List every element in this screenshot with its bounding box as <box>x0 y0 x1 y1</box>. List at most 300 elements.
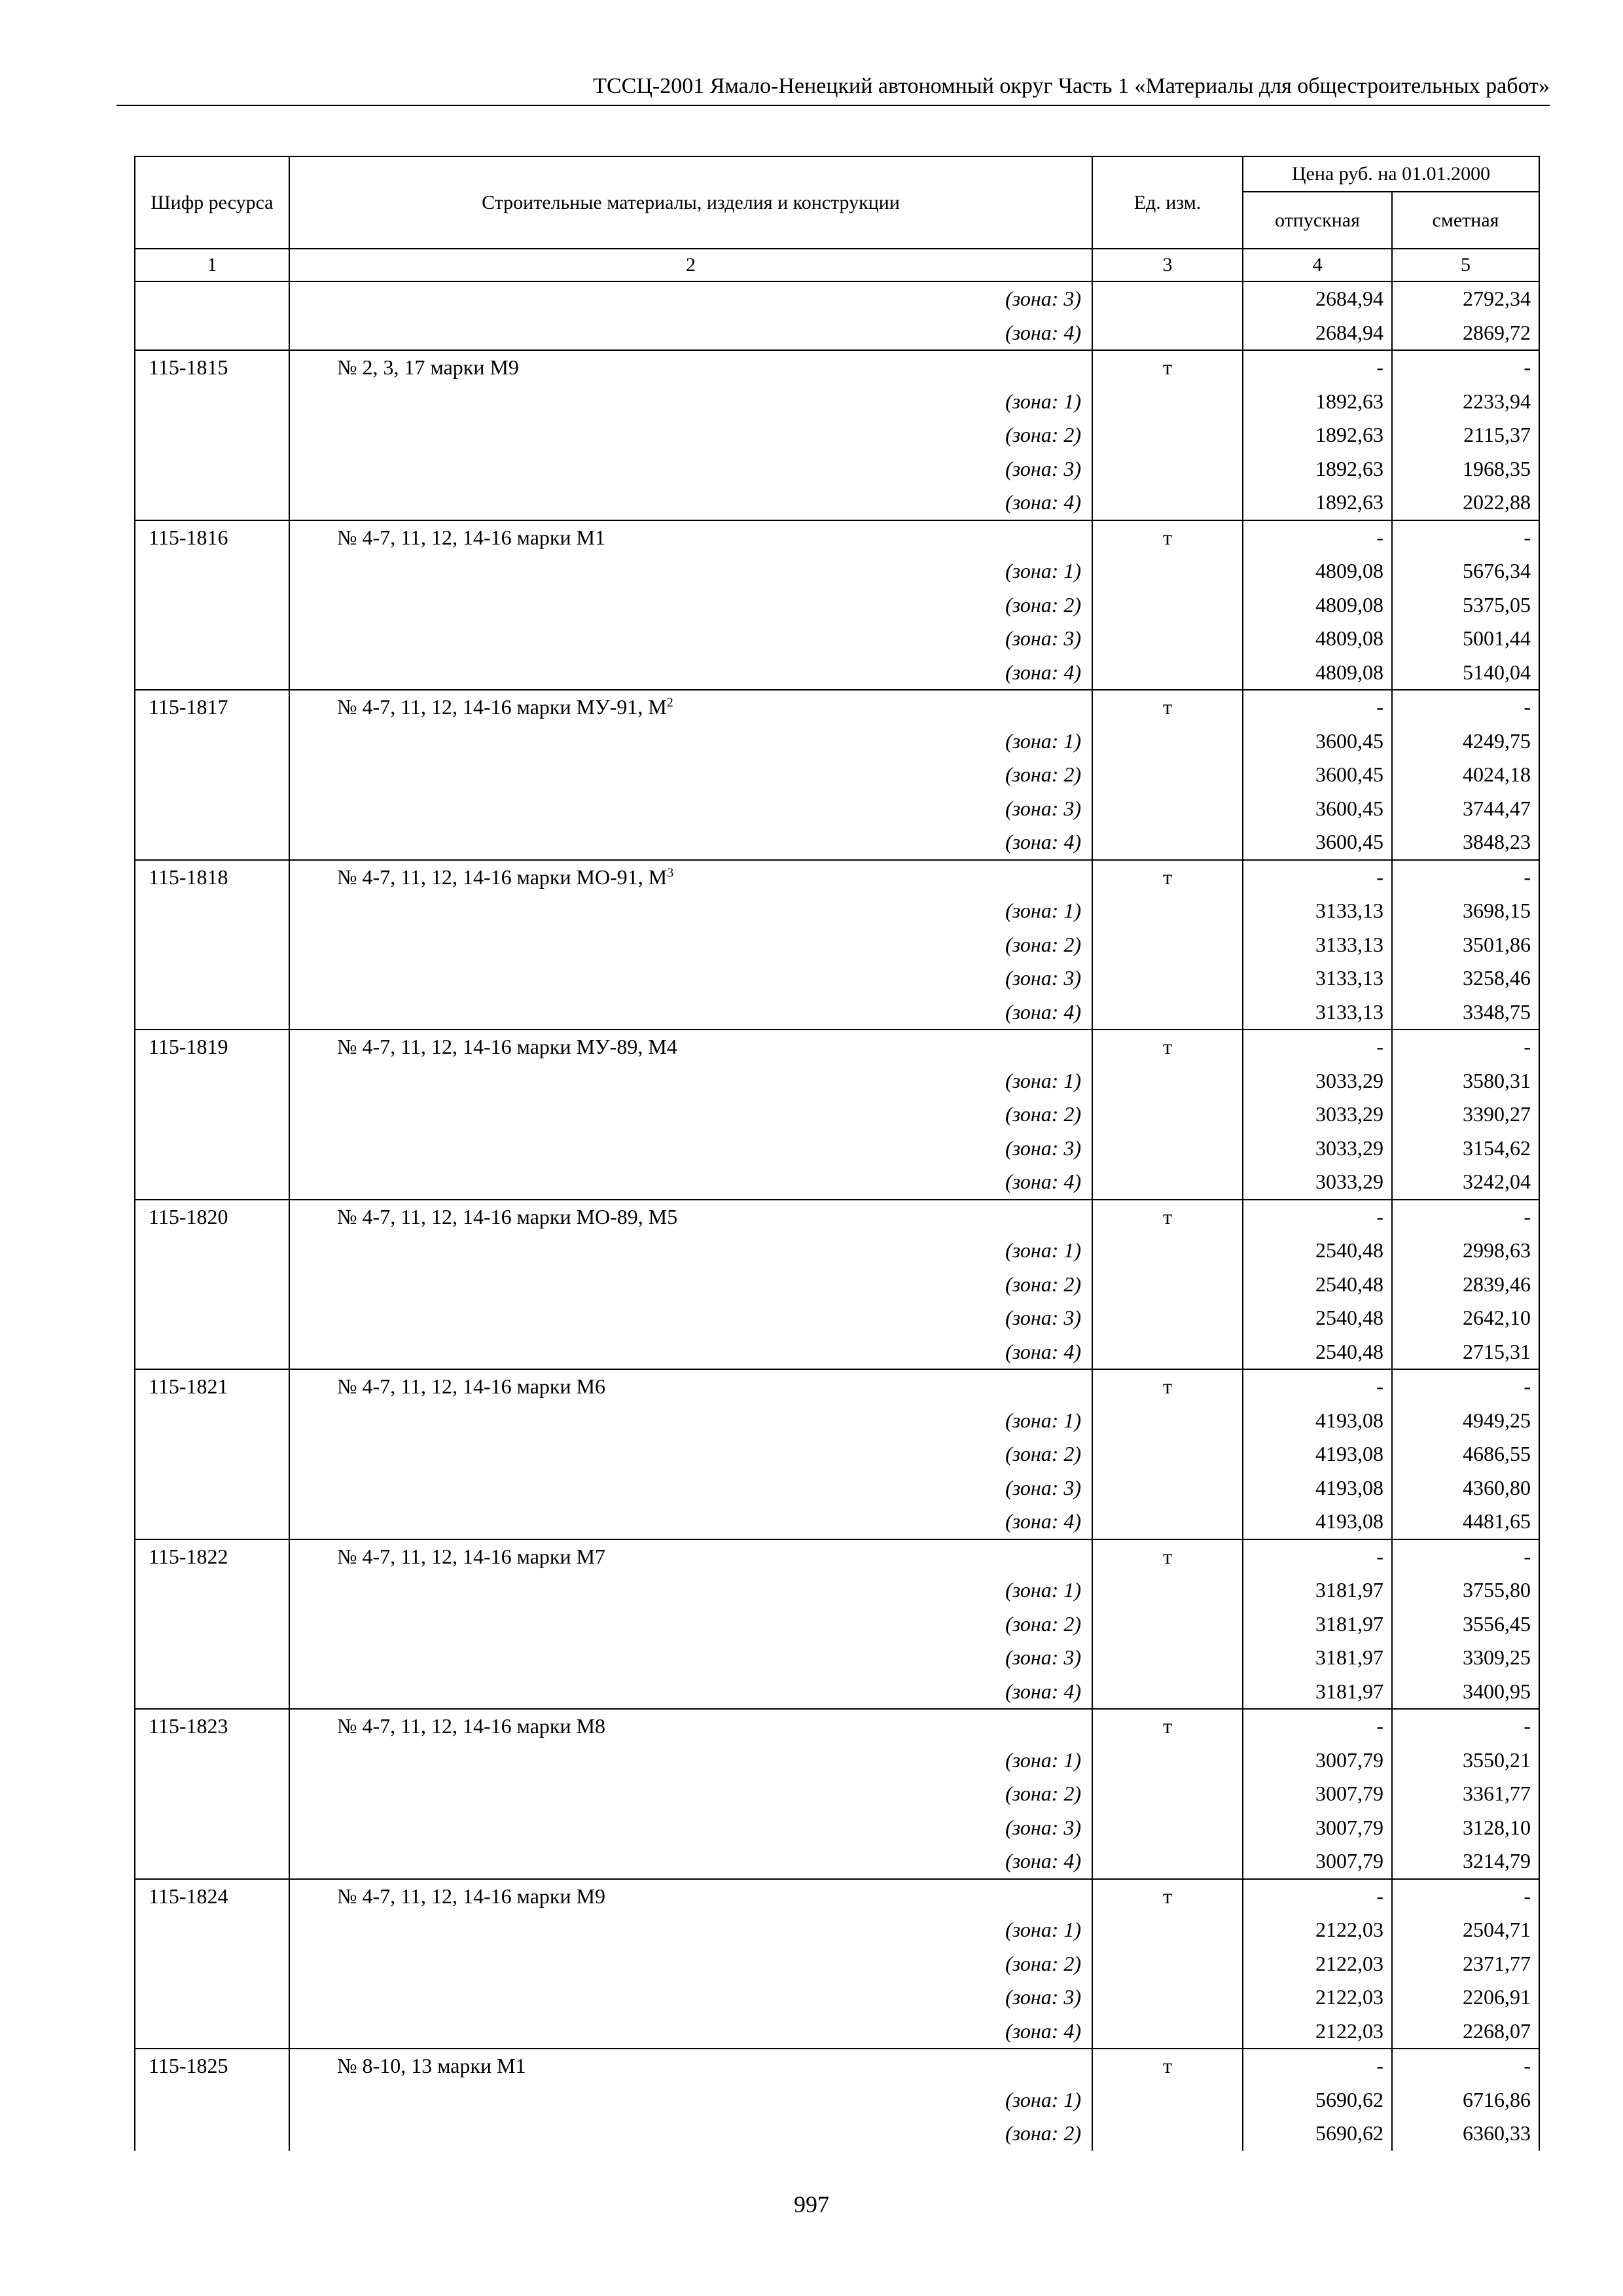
unit-cell <box>1092 588 1243 622</box>
unit-cell <box>1092 385 1243 419</box>
estimate-price: 2998,63 <box>1392 1234 1539 1268</box>
resource-code-cell <box>135 622 289 656</box>
zone-label: (зона: 4) <box>289 486 1092 520</box>
release-price: 3033,29 <box>1243 1165 1392 1200</box>
estimate-price: 5375,05 <box>1392 588 1539 622</box>
item-row <box>135 1879 1539 1914</box>
item-name: № 8-10, 13 марки М1 <box>337 2054 526 2077</box>
zone-row <box>135 1607 1539 1641</box>
unit-cell <box>1092 622 1243 656</box>
unit-cell <box>1092 725 1243 759</box>
zone-row <box>135 1811 1539 1845</box>
resource-code-cell <box>135 1947 289 1981</box>
release-price: - <box>1243 2049 1392 2083</box>
estimate-price: 2504,71 <box>1392 1913 1539 1947</box>
estimate-price: 2869,72 <box>1392 316 1539 351</box>
release-price: 3181,97 <box>1243 1641 1392 1675</box>
header-rule <box>116 105 1550 106</box>
resource-code: 115-1818 <box>135 860 289 895</box>
unit-cell <box>1092 1132 1243 1166</box>
estimate-price: 3848,23 <box>1392 825 1539 860</box>
release-price: - <box>1243 690 1392 725</box>
resource-code-cell <box>135 554 289 588</box>
zone-label: (зона: 4) <box>289 1675 1092 1710</box>
release-price: 3181,97 <box>1243 1607 1392 1641</box>
release-price: 1892,63 <box>1243 452 1392 486</box>
release-price: 2540,48 <box>1243 1335 1392 1370</box>
item-row <box>135 1369 1539 1404</box>
release-price: 3600,45 <box>1243 725 1392 759</box>
item-name: № 4-7, 11, 12, 14-16 марки М8 <box>337 1714 606 1738</box>
zone-row <box>135 1404 1539 1438</box>
estimate-price: 3214,79 <box>1392 1844 1539 1879</box>
zone-row <box>135 792 1539 826</box>
zone-row <box>135 961 1539 996</box>
zone-label: (зона: 2) <box>289 1098 1092 1132</box>
release-price: 2540,48 <box>1243 1301 1392 1335</box>
resource-code-cell <box>135 1132 289 1166</box>
zone-row <box>135 1573 1539 1607</box>
zone-label: (зона: 4) <box>289 1335 1092 1370</box>
column-number: 3 <box>1092 249 1243 281</box>
item-row <box>135 1539 1539 1574</box>
zone-label: (зона: 2) <box>289 1947 1092 1981</box>
estimate-price: 6360,33 <box>1392 2117 1539 2151</box>
zone-label: (зона: 3) <box>289 622 1092 656</box>
item-name-cell <box>289 520 1092 555</box>
zone-label: (зона: 4) <box>289 996 1092 1030</box>
resource-code: 115-1815 <box>135 350 289 385</box>
unit-cell <box>1092 1675 1243 1710</box>
resource-code-cell <box>135 1064 289 1098</box>
estimate-price: 3556,45 <box>1392 1607 1539 1641</box>
release-price: 4809,08 <box>1243 622 1392 656</box>
resource-code-cell <box>135 1471 289 1505</box>
zone-row <box>135 1981 1539 2015</box>
release-price: 4809,08 <box>1243 588 1392 622</box>
unit-cell <box>1092 928 1243 962</box>
resource-code-cell <box>135 656 289 691</box>
zone-row <box>135 1675 1539 1710</box>
column-number: 2 <box>289 249 1092 281</box>
resource-code-cell <box>135 1268 289 1302</box>
resource-code-cell <box>135 1234 289 1268</box>
estimate-price: 2115,37 <box>1392 418 1539 452</box>
resource-code: 115-1816 <box>135 520 289 555</box>
estimate-price: 3580,31 <box>1392 1064 1539 1098</box>
zone-label: (зона: 3) <box>289 1132 1092 1166</box>
estimate-price: 4949,25 <box>1392 1404 1539 1438</box>
zone-row <box>135 2117 1539 2151</box>
unit-of-measure: т <box>1092 2049 1243 2083</box>
zone-label: (зона: 2) <box>289 418 1092 452</box>
unit-of-measure: т <box>1092 1709 1243 1744</box>
item-row <box>135 520 1539 555</box>
unit-cell <box>1092 281 1243 316</box>
resource-code-cell <box>135 1505 289 1539</box>
resource-code-cell <box>135 1335 289 1370</box>
release-price: 4809,08 <box>1243 656 1392 691</box>
unit-cell <box>1092 1777 1243 1811</box>
release-price: 2122,03 <box>1243 1913 1392 1947</box>
estimate-price: 2839,46 <box>1392 1268 1539 1302</box>
unit-cell <box>1092 792 1243 826</box>
zone-label: (зона: 1) <box>289 554 1092 588</box>
unit-cell <box>1092 554 1243 588</box>
resource-code-cell <box>135 281 289 316</box>
zone-row <box>135 928 1539 962</box>
zone-row <box>135 486 1539 520</box>
zone-row <box>135 1844 1539 1879</box>
unit-cell <box>1092 2083 1243 2117</box>
zone-label: (зона: 4) <box>289 1844 1092 1879</box>
item-name: № 4-7, 11, 12, 14-16 марки М1 <box>337 525 606 549</box>
zone-label: (зона: 1) <box>289 1064 1092 1098</box>
unit-cell <box>1092 1505 1243 1539</box>
unit-of-measure: т <box>1092 350 1243 385</box>
resource-code-cell <box>135 758 289 792</box>
unit-cell <box>1092 1981 1243 2015</box>
release-price: 4809,08 <box>1243 554 1392 588</box>
zone-label: (зона: 1) <box>289 1573 1092 1607</box>
zone-row <box>135 281 1539 316</box>
resource-code-cell <box>135 1777 289 1811</box>
resource-code-cell <box>135 2117 289 2151</box>
zone-row <box>135 1234 1539 1268</box>
release-price: 2684,94 <box>1243 281 1392 316</box>
zone-row <box>135 1268 1539 1302</box>
estimate-price: - <box>1392 1539 1539 1574</box>
item-name-superscript: 2 <box>666 695 673 710</box>
item-name-cell <box>289 350 1092 385</box>
unit-cell <box>1092 961 1243 996</box>
resource-code: 115-1820 <box>135 1200 289 1234</box>
resource-code-cell <box>135 418 289 452</box>
resource-code-cell <box>135 1404 289 1438</box>
release-price: - <box>1243 1200 1392 1234</box>
release-price: 3600,45 <box>1243 825 1392 860</box>
zone-row <box>135 825 1539 860</box>
release-price: 2122,03 <box>1243 2015 1392 2049</box>
item-name: № 4-7, 11, 12, 14-16 марки МО-89, М5 <box>337 1204 678 1229</box>
zone-label: (зона: 4) <box>289 656 1092 691</box>
unit-cell <box>1092 452 1243 486</box>
resource-code-cell <box>135 1437 289 1471</box>
estimate-price: 4686,55 <box>1392 1437 1539 1471</box>
release-price: 2684,94 <box>1243 316 1392 351</box>
release-price: 4193,08 <box>1243 1505 1392 1539</box>
zone-row <box>135 758 1539 792</box>
resource-code-cell <box>135 1607 289 1641</box>
item-name-cell <box>289 1369 1092 1404</box>
zone-label: (зона: 4) <box>289 316 1092 351</box>
resource-code-cell <box>135 1844 289 1879</box>
release-price: 3033,29 <box>1243 1064 1392 1098</box>
unit-of-measure: т <box>1092 690 1243 725</box>
release-price: 1892,63 <box>1243 385 1392 419</box>
resource-code-cell <box>135 1981 289 2015</box>
zone-label: (зона: 3) <box>289 281 1092 316</box>
estimate-price: 4360,80 <box>1392 1471 1539 1505</box>
unit-cell <box>1092 1301 1243 1335</box>
column-header-estimate: сметная <box>1392 192 1539 249</box>
table-header <box>135 156 1539 281</box>
zone-row <box>135 1437 1539 1471</box>
zone-row <box>135 1744 1539 1778</box>
unit-cell <box>1092 418 1243 452</box>
unit-cell <box>1092 486 1243 520</box>
item-name: № 4-7, 11, 12, 14-16 марки М6 <box>337 1374 606 1398</box>
price-table <box>134 156 1540 2151</box>
release-price: 2540,48 <box>1243 1234 1392 1268</box>
page-number: 997 <box>794 2191 829 2217</box>
estimate-price: 3550,21 <box>1392 1744 1539 1778</box>
resource-code: 115-1817 <box>135 690 289 725</box>
unit-cell <box>1092 1165 1243 1200</box>
zone-label: (зона: 2) <box>289 1437 1092 1471</box>
unit-cell <box>1092 1573 1243 1607</box>
zone-row <box>135 1947 1539 1981</box>
unit-cell <box>1092 996 1243 1030</box>
zone-row <box>135 316 1539 351</box>
item-name: № 4-7, 11, 12, 14-16 марки МУ-89, М4 <box>337 1035 677 1058</box>
zone-row <box>135 725 1539 759</box>
release-price: 3007,79 <box>1243 1844 1392 1879</box>
item-name-cell <box>289 1539 1092 1574</box>
estimate-price: 5001,44 <box>1392 622 1539 656</box>
zone-row <box>135 1098 1539 1132</box>
resource-code-cell <box>135 996 289 1030</box>
zone-row <box>135 1064 1539 1098</box>
zone-row <box>135 894 1539 928</box>
release-price: - <box>1243 1879 1392 1914</box>
column-number: 5 <box>1392 249 1539 281</box>
unit-cell <box>1092 1811 1243 1845</box>
estimate-price: 5676,34 <box>1392 554 1539 588</box>
item-name-superscript: 3 <box>667 865 674 880</box>
item-row <box>135 690 1539 725</box>
resource-code-cell <box>135 1098 289 1132</box>
zone-row <box>135 622 1539 656</box>
release-price: 4193,08 <box>1243 1437 1392 1471</box>
unit-cell <box>1092 1064 1243 1098</box>
column-header-code: Шифр ресурса <box>135 156 289 249</box>
release-price: 3007,79 <box>1243 1744 1392 1778</box>
zone-label: (зона: 1) <box>289 385 1092 419</box>
resource-code: 115-1823 <box>135 1709 289 1744</box>
release-price: 2122,03 <box>1243 1981 1392 2015</box>
zone-row <box>135 385 1539 419</box>
column-number: 4 <box>1243 249 1392 281</box>
resource-code: 115-1819 <box>135 1030 289 1064</box>
release-price: - <box>1243 1539 1392 1574</box>
resource-code-cell <box>135 1641 289 1675</box>
unit-cell <box>1092 1844 1243 1879</box>
zone-row <box>135 996 1539 1030</box>
resource-code-cell <box>135 2083 289 2117</box>
unit-cell <box>1092 1404 1243 1438</box>
release-price: - <box>1243 860 1392 895</box>
release-price: 3133,13 <box>1243 894 1392 928</box>
release-price: 4193,08 <box>1243 1404 1392 1438</box>
estimate-price: 2268,07 <box>1392 2015 1539 2049</box>
estimate-price: 3128,10 <box>1392 1811 1539 1845</box>
zone-row <box>135 2015 1539 2049</box>
estimate-price: 3390,27 <box>1392 1098 1539 1132</box>
release-price: - <box>1243 1369 1392 1404</box>
item-name-cell <box>289 2049 1092 2083</box>
item-name-cell <box>289 690 1092 725</box>
zone-label: (зона: 4) <box>289 1505 1092 1539</box>
resource-code: 115-1825 <box>135 2049 289 2083</box>
resource-code-cell <box>135 486 289 520</box>
estimate-price: 4481,65 <box>1392 1505 1539 1539</box>
resource-code: 115-1821 <box>135 1369 289 1404</box>
resource-code-cell <box>135 961 289 996</box>
zone-label: (зона: 3) <box>289 1301 1092 1335</box>
item-name-cell <box>289 1030 1092 1064</box>
estimate-price: 2792,34 <box>1392 281 1539 316</box>
table-body <box>135 281 1539 2151</box>
resource-code-cell <box>135 928 289 962</box>
zone-label: (зона: 2) <box>289 758 1092 792</box>
item-name: № 2, 3, 17 марки М9 <box>337 355 519 379</box>
resource-code-cell <box>135 1301 289 1335</box>
zone-row <box>135 1471 1539 1505</box>
estimate-price: 2233,94 <box>1392 385 1539 419</box>
resource-code-cell <box>135 1744 289 1778</box>
unit-cell <box>1092 656 1243 691</box>
column-number: 1 <box>135 249 289 281</box>
resource-code: 115-1822 <box>135 1539 289 1574</box>
zone-label: (зона: 1) <box>289 894 1092 928</box>
unit-cell <box>1092 1437 1243 1471</box>
item-row <box>135 1200 1539 1234</box>
zone-label: (зона: 2) <box>289 1268 1092 1302</box>
estimate-price: 4024,18 <box>1392 758 1539 792</box>
zone-label: (зона: 2) <box>289 2117 1092 2151</box>
release-price: 3600,45 <box>1243 758 1392 792</box>
zone-row <box>135 1335 1539 1370</box>
release-price: 1892,63 <box>1243 486 1392 520</box>
item-row <box>135 860 1539 895</box>
item-name: № 4-7, 11, 12, 14-16 марки М7 <box>337 1544 606 1568</box>
zone-row <box>135 418 1539 452</box>
zone-label: (зона: 3) <box>289 1811 1092 1845</box>
unit-of-measure: т <box>1092 1879 1243 1914</box>
estimate-price: 5140,04 <box>1392 656 1539 691</box>
unit-cell <box>1092 1471 1243 1505</box>
resource-code-cell <box>135 825 289 860</box>
unit-cell <box>1092 1335 1243 1370</box>
release-price: 3033,29 <box>1243 1098 1392 1132</box>
zone-label: (зона: 1) <box>289 1404 1092 1438</box>
estimate-price: - <box>1392 1879 1539 1914</box>
unit-of-measure: т <box>1092 520 1243 555</box>
estimate-price: - <box>1392 690 1539 725</box>
unit-cell <box>1092 2015 1243 2049</box>
release-price: 3181,97 <box>1243 1675 1392 1710</box>
zone-label: (зона: 3) <box>289 961 1092 996</box>
resource-code-cell <box>135 1675 289 1710</box>
estimate-price: 3400,95 <box>1392 1675 1539 1710</box>
release-price: - <box>1243 1030 1392 1064</box>
resource-code-cell <box>135 1165 289 1200</box>
resource-code-cell <box>135 588 289 622</box>
unit-cell <box>1092 825 1243 860</box>
unit-of-measure: т <box>1092 1539 1243 1574</box>
estimate-price: 4249,75 <box>1392 725 1539 759</box>
release-price: - <box>1243 1709 1392 1744</box>
unit-cell <box>1092 2117 1243 2151</box>
release-price: 3007,79 <box>1243 1811 1392 1845</box>
release-price: 3600,45 <box>1243 792 1392 826</box>
estimate-price: 1968,35 <box>1392 452 1539 486</box>
release-price: 5690,62 <box>1243 2117 1392 2151</box>
unit-cell <box>1092 1268 1243 1302</box>
unit-of-measure: т <box>1092 860 1243 895</box>
estimate-price: - <box>1392 1709 1539 1744</box>
zone-row <box>135 452 1539 486</box>
column-header-price-group: Цена руб. на 01.01.2000 <box>1243 156 1539 192</box>
estimate-price: 2715,31 <box>1392 1335 1539 1370</box>
unit-of-measure: т <box>1092 1200 1243 1234</box>
release-price: - <box>1243 350 1392 385</box>
estimate-price: - <box>1392 1200 1539 1234</box>
item-name-cell <box>289 1879 1092 1914</box>
unit-cell <box>1092 1913 1243 1947</box>
resource-code-cell <box>135 316 289 351</box>
estimate-price: - <box>1392 1369 1539 1404</box>
item-name: № 4-7, 11, 12, 14-16 марки МУ-91, М <box>337 695 667 719</box>
column-header-name: Строительные материалы, изделия и конструкции <box>289 156 1092 249</box>
estimate-price: 3361,77 <box>1392 1777 1539 1811</box>
zone-row <box>135 2083 1539 2117</box>
zone-label: (зона: 1) <box>289 725 1092 759</box>
release-price: 1892,63 <box>1243 418 1392 452</box>
estimate-price: 6716,86 <box>1392 2083 1539 2117</box>
zone-label: (зона: 2) <box>289 588 1092 622</box>
unit-cell <box>1092 1947 1243 1981</box>
item-name-cell <box>289 860 1092 895</box>
resource-code-cell <box>135 894 289 928</box>
zone-label: (зона: 2) <box>289 1607 1092 1641</box>
unit-cell <box>1092 1607 1243 1641</box>
zone-row <box>135 1641 1539 1675</box>
page-header-title: ТССЦ-2001 Ямало-Ненецкий автономный округ Часть 1 «Материалы для общестроительных работ» <box>593 74 1550 98</box>
estimate-price: - <box>1392 860 1539 895</box>
estimate-price: 3744,47 <box>1392 792 1539 826</box>
estimate-price: 2642,10 <box>1392 1301 1539 1335</box>
zone-label: (зона: 1) <box>289 1744 1092 1778</box>
zone-label: (зона: 3) <box>289 1641 1092 1675</box>
unit-of-measure: т <box>1092 1369 1243 1404</box>
column-header-unit: Ед. изм. <box>1092 156 1243 249</box>
unit-cell <box>1092 1641 1243 1675</box>
zone-label: (зона: 4) <box>289 1165 1092 1200</box>
unit-of-measure: т <box>1092 1030 1243 1064</box>
estimate-price: 2022,88 <box>1392 486 1539 520</box>
zone-label: (зона: 3) <box>289 792 1092 826</box>
unit-cell <box>1092 1744 1243 1778</box>
estimate-price: - <box>1392 520 1539 555</box>
resource-code-cell <box>135 452 289 486</box>
zone-label: (зона: 1) <box>289 2083 1092 2117</box>
zone-row <box>135 1132 1539 1166</box>
item-name-cell <box>289 1200 1092 1234</box>
release-price: 3133,13 <box>1243 996 1392 1030</box>
estimate-price: 3755,80 <box>1392 1573 1539 1607</box>
